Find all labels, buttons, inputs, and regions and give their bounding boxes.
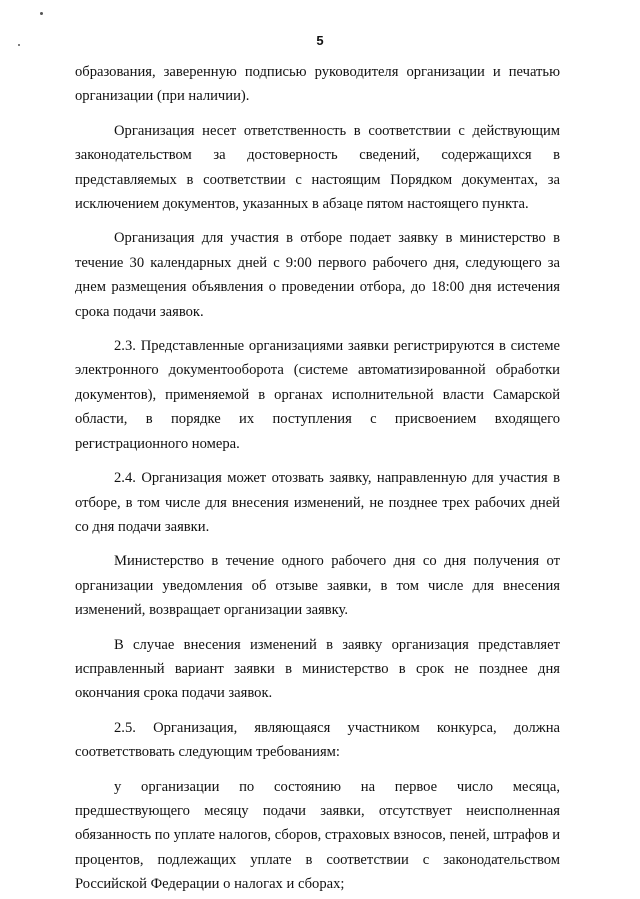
paragraph: 2.5. Организация, являющаяся участником конкурса, должна соответствовать следующим требованиям: [75, 719, 560, 761]
paragraph: Организация для участия в отборе подает заявку в министерство в течение 30 календарных дней с 9:00 первого рабочего дня, следующего за днем размещения объявления о проведении отбора, до 18:00 дня истечения срока подачи заявок. [75, 230, 560, 320]
paragraph: В случае внесения изменений в заявку организация представляет исправленный вариант заявки в министерство в срок не позднее дня окончания срока подачи заявок. [75, 636, 560, 702]
paragraph: Организация несет ответственность в соответствии с действующим законодательством за достоверность сведений, содержащихся в представляемых в соответствии с настоящим Порядком документах, за исключением документов, указанных в абзаце пятом настоящего пункта. [75, 122, 560, 213]
paragraph: 2.4. Организация может отозвать заявку, направленную для участия в отборе, в том числе для внесения изменений, не позднее трех рабочих дней со дня подачи заявки. [75, 470, 560, 535]
page-number: 5 [316, 33, 324, 48]
paragraph: 2.3. Представленные организациями заявки регистрируются в системе электронного документооборота (системе автоматизированной обработки документов), применяемой в органах исполнительной власти Самарской области, в порядке их поступления с присвоением входящего регистрационного номера. [75, 338, 560, 452]
scan-artifact-dot [40, 12, 43, 15]
paragraph: Министерство в течение одного рабочего дня со дня получения от организации уведомления об отзыве заявки, в том числе для внесения изменений, возвращает организации заявку. [75, 553, 560, 619]
document-body [75, 60, 560, 897]
paragraph: у организации по состоянию на первое число месяца, предшествующего месяцу подачи заявки, отсутствует неисполненная обязанность по уплате налогов, сборов, страховых взносов, пеней, штрафов и процентов, подлежащих уплате в соответствии с законодательством Российской Федерации о налогах и сборах; [75, 778, 560, 893]
paragraph: образования, заверенную подписью руководителя организации и печатью организации (при наличии). [75, 64, 560, 105]
